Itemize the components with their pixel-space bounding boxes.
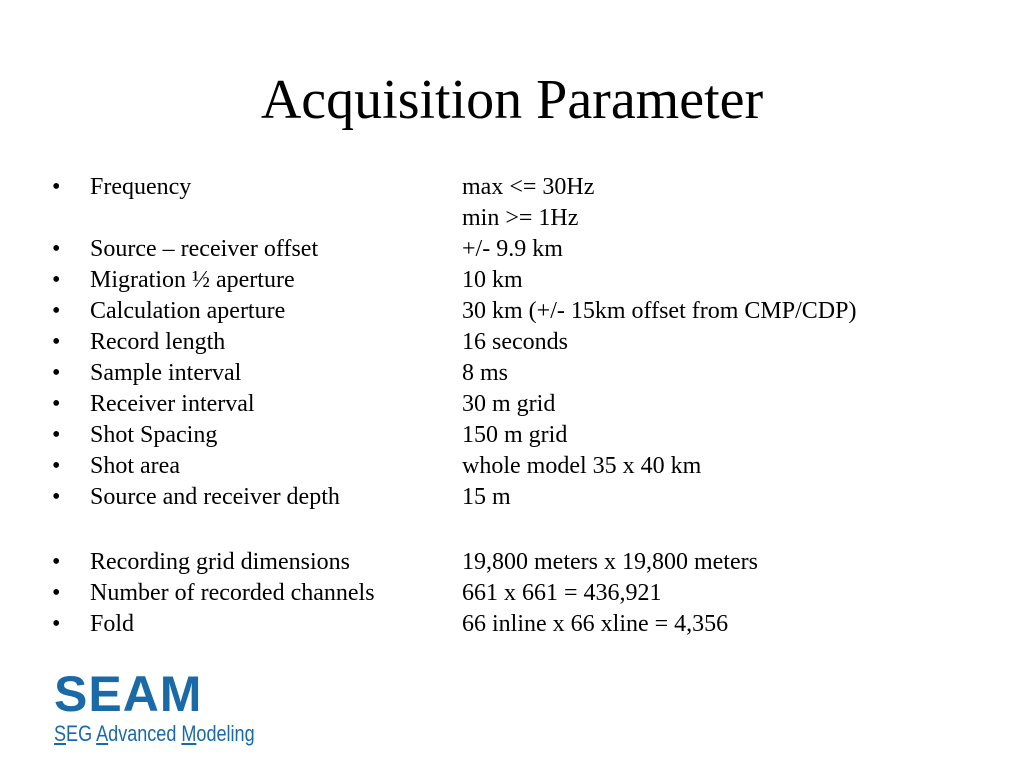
seam-logo bbox=[54, 668, 254, 754]
logo-tagline-part: A bbox=[96, 721, 109, 746]
parameter-label: Sample interval bbox=[90, 360, 242, 386]
parameter-label: Recording grid dimensions bbox=[90, 549, 350, 575]
parameter-row bbox=[0, 547, 1024, 578]
parameter-label: Frequency bbox=[90, 174, 192, 200]
parameter-label: Number of recorded channels bbox=[90, 580, 375, 606]
parameter-label: Source – receiver offset bbox=[90, 236, 319, 262]
parameter-row bbox=[0, 172, 1024, 203]
parameter-row bbox=[0, 327, 1024, 358]
parameter-value: max <= 30Hz bbox=[462, 174, 595, 200]
bullet-icon: • bbox=[52, 267, 61, 293]
parameter-row bbox=[0, 265, 1024, 296]
parameter-value: +/- 9.9 km bbox=[462, 236, 563, 262]
bullet-icon: • bbox=[52, 484, 61, 510]
parameter-value: 30 km (+/- 15km offset from CMP/CDP) bbox=[462, 298, 857, 324]
parameter-value: 16 seconds bbox=[462, 329, 568, 355]
parameter-value: min >= 1Hz bbox=[462, 205, 579, 231]
parameter-label: Record length bbox=[90, 329, 226, 355]
parameter-row bbox=[0, 451, 1024, 482]
parameter-value: 19,800 meters x 19,800 meters bbox=[462, 549, 758, 575]
parameter-label: Migration ½ aperture bbox=[90, 267, 295, 293]
bullet-icon: • bbox=[52, 422, 61, 448]
logo-tagline-part: dvanced bbox=[108, 721, 182, 746]
parameter-label: Calculation aperture bbox=[90, 298, 286, 324]
parameter-label: Receiver interval bbox=[90, 391, 255, 417]
parameter-value: 15 m bbox=[462, 484, 511, 510]
parameter-value: 10 km bbox=[462, 267, 523, 293]
logo-tagline-part: EG bbox=[66, 721, 97, 746]
parameter-value: 150 m grid bbox=[462, 422, 568, 448]
bullet-icon: • bbox=[52, 611, 61, 637]
logo-wordmark: SEAM bbox=[54, 666, 203, 722]
parameter-row bbox=[0, 482, 1024, 513]
bullet-icon: • bbox=[52, 360, 61, 386]
parameter-label: Shot area bbox=[90, 453, 180, 479]
logo-tagline-part: M bbox=[181, 721, 197, 746]
parameter-label: Shot Spacing bbox=[90, 422, 218, 448]
bullet-icon: • bbox=[52, 580, 61, 606]
bullet-icon: • bbox=[52, 236, 61, 262]
parameter-row bbox=[0, 578, 1024, 609]
bullet-icon: • bbox=[52, 453, 61, 479]
parameter-label: Source and receiver depth bbox=[90, 484, 340, 510]
parameter-value: 8 ms bbox=[462, 360, 509, 386]
logo-tagline bbox=[54, 720, 255, 748]
parameter-row bbox=[0, 234, 1024, 265]
parameter-row bbox=[0, 203, 1024, 234]
bullet-icon: • bbox=[52, 549, 61, 575]
slide-title: Acquisition Parameter bbox=[260, 69, 764, 131]
parameter-label: Fold bbox=[90, 611, 135, 637]
parameter-value: whole model 35 x 40 km bbox=[462, 453, 702, 479]
bullet-icon: • bbox=[52, 391, 61, 417]
parameter-row bbox=[0, 296, 1024, 327]
parameter-value: 66 inline x 66 xline = 4,356 bbox=[462, 611, 729, 637]
bullet-icon: • bbox=[52, 298, 61, 324]
parameter-value: 30 m grid bbox=[462, 391, 556, 417]
bullet-icon: • bbox=[52, 174, 61, 200]
parameter-row bbox=[0, 389, 1024, 420]
parameter-row bbox=[0, 609, 1024, 640]
parameter-row bbox=[0, 358, 1024, 389]
parameter-value: 661 x 661 = 436,921 bbox=[462, 580, 662, 606]
logo-tagline-part: odeling bbox=[196, 721, 255, 746]
parameter-row bbox=[0, 420, 1024, 451]
logo-tagline-part: S bbox=[54, 721, 67, 746]
bullet-icon: • bbox=[52, 329, 61, 355]
